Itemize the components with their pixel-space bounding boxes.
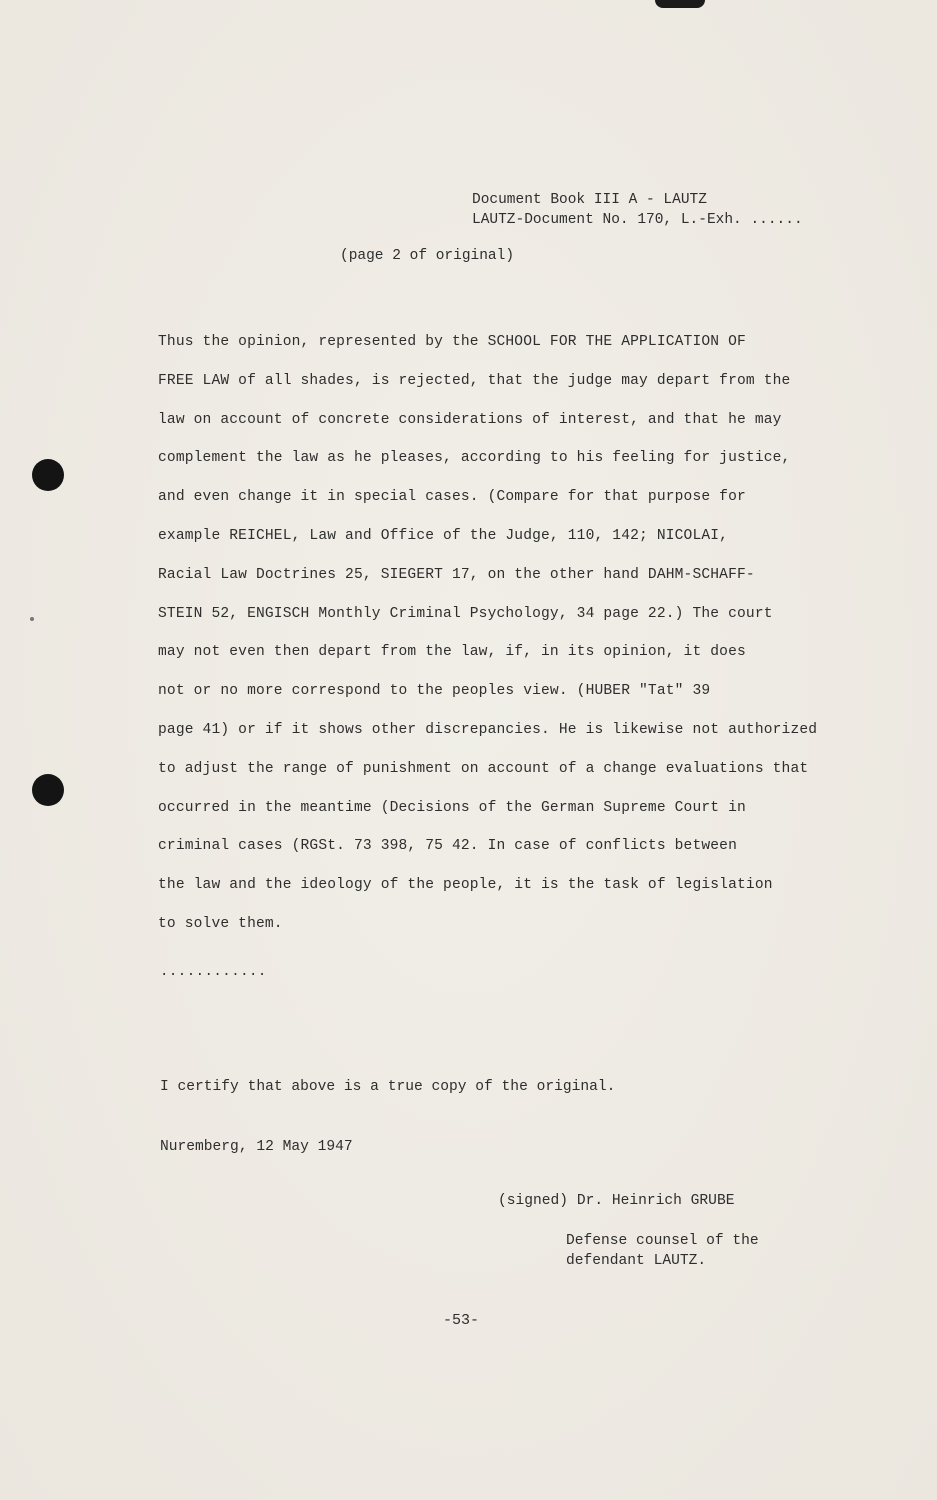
punch-hole-lower <box>32 774 64 806</box>
body-line: law on account of concrete considerations of interest, and that he may <box>158 411 782 428</box>
document-book-line: Document Book III A - LAUTZ <box>472 192 707 208</box>
body-line: may not even then depart from the law, if, in its opinion, it does <box>158 644 746 661</box>
body-line: complement the law as he pleases, according to his feeling for justice, <box>158 450 791 467</box>
role-line: Defense counsel of the <box>566 1233 759 1249</box>
body-line: and even change it in special cases. (Compare for that purpose for <box>158 489 746 506</box>
body-line: page 41) or if it shows other discrepancies. He is likewise not authorized <box>158 721 818 738</box>
role-line: defendant LAUTZ. <box>566 1253 707 1269</box>
body-line: STEIN 52, ENGISCH Monthly Criminal Psychology, 34 page 22.) The court <box>158 605 773 622</box>
body-line: occurred in the meantime (Decisions of the German Supreme Court in <box>158 799 746 816</box>
body-line: Racial Law Doctrines 25, SIEGERT 17, on the other hand DAHM-SCHAFF- <box>158 566 755 583</box>
signatory-role <box>566 1231 759 1271</box>
body-line: to solve them. <box>158 915 283 932</box>
body-line: to adjust the range of punishment on account of a change evaluations that <box>158 760 809 777</box>
page-of-original-note: (page 2 of original) <box>340 248 515 264</box>
punch-hole-upper <box>32 459 64 491</box>
place-and-date: Nuremberg, 12 May 1947 <box>160 1139 353 1155</box>
paper-speck <box>30 617 34 621</box>
document-reference <box>472 190 803 230</box>
document-number-line: LAUTZ-Document No. 170, L.-Exh. ...... <box>472 212 803 228</box>
body-line: Thus the opinion, represented by the SCHOOL FOR THE APPLICATION OF <box>158 334 746 350</box>
signature-line: (signed) Dr. Heinrich GRUBE <box>498 1193 735 1209</box>
omission-marker: ............ <box>160 964 267 980</box>
body-line: criminal cases (RGSt. 73 398, 75 42. In case of conflicts between <box>158 838 737 855</box>
body-line: example REICHEL, Law and Office of the Judge, 110, 142; NICOLAI, <box>158 527 729 544</box>
certification-statement: I certify that above is a true copy of the original. <box>160 1079 616 1095</box>
body-line: FREE LAW of all shades, is rejected, that the judge may depart from the <box>158 372 791 389</box>
top-edge-tab <box>655 0 705 8</box>
body-line: the law and the ideology of the people, it is the task of legislation <box>158 877 773 894</box>
page-number: -53- <box>443 1312 480 1329</box>
body-paragraph <box>158 323 874 944</box>
body-line: not or no more correspond to the peoples view. (HUBER "Tat" 39 <box>158 683 711 700</box>
